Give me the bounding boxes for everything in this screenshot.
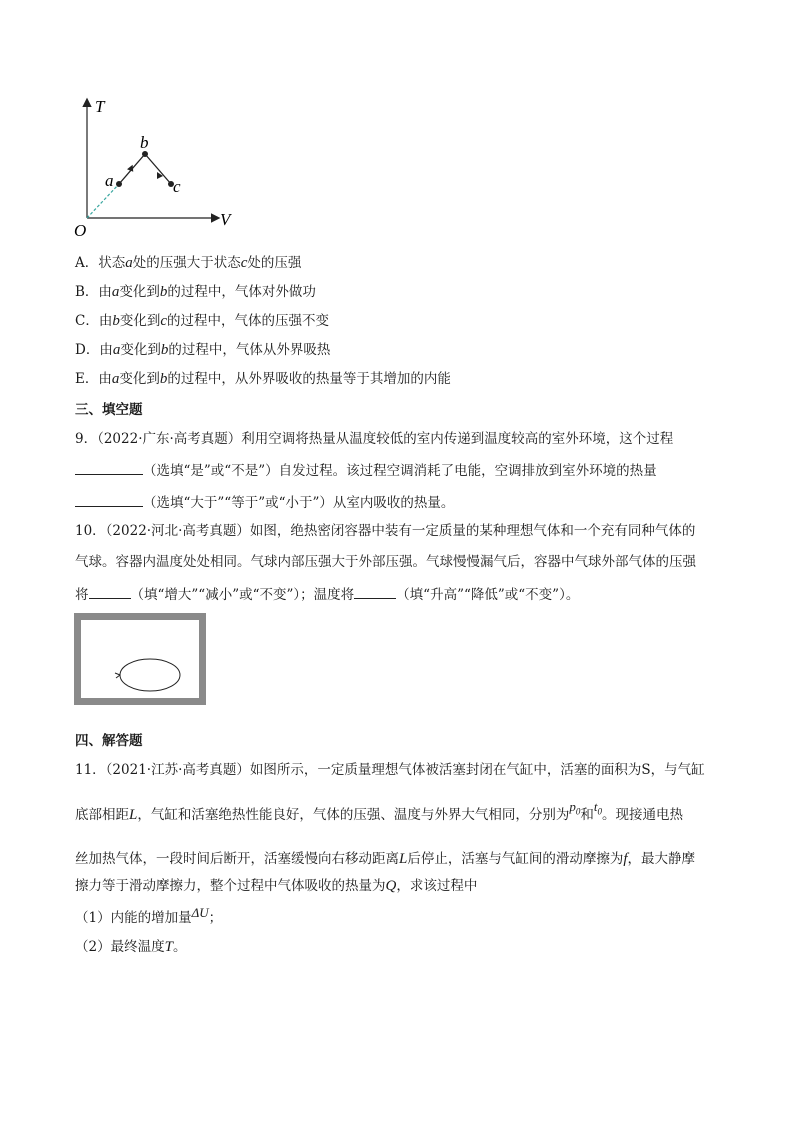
q10-line1: 10．（2022·河北·高考真题）如图，绝热密闭容器中装有一定质量的某种理想气体和一个充有同种气体的 xyxy=(75,523,696,539)
axis-label-v: V xyxy=(220,210,231,229)
q9-blank-2[interactable] xyxy=(75,492,143,507)
option-b: B．由a变化到b的过程中，气体对外做功 xyxy=(75,284,316,300)
q11-line2: 底部相距L，气缸和活塞绝热性能良好，气体的压强、温度与外界大气相同，分别为$p_0$和$t_0$。现接通电热 xyxy=(75,799,683,823)
tv-graph xyxy=(70,92,240,242)
path-bc xyxy=(145,154,171,184)
origin-label: O xyxy=(74,221,87,240)
option-c: C．由b变化到c的过程中，气体的压强不变 xyxy=(75,313,330,329)
q9-blank-1[interactable] xyxy=(75,460,143,475)
section-title-solve: 四、解答题 xyxy=(75,733,143,749)
q11-line1: 11．（2021·江苏·高考真题）如图所示，一定质量理想气体被活塞封闭在气缸中，活塞的面积为S，与气缸 xyxy=(75,762,705,778)
q10-line3: 将 （填“增大”“减小”或“不变”）；温度将 （填“升高”“降低”或“不变”）。 xyxy=(75,584,579,605)
option-a: A．状态a处的压强大于状态c处的压强 xyxy=(75,255,302,271)
q9-line1: 9．（2022·广东·高考真题）利用空调将热量从温度较低的室内传递到温度较高的室外环境，这个过程 xyxy=(75,431,674,447)
option-e: E．由a变化到b的过程中，从外界吸收的热量等于其增加的内能 xyxy=(75,371,451,387)
point-a-dot xyxy=(116,181,122,187)
q11-line3: 丝加热气体，一段时间后断开，活塞缓慢向右移动距离L后停止，活塞与气缸间的滑动摩擦为f，最大静摩 xyxy=(75,851,696,867)
axis-label-t: T xyxy=(95,97,105,116)
symbol-p0: p xyxy=(569,799,576,814)
container-interior xyxy=(81,620,199,698)
q10-line2: 气球。容器内温度处处相同。气球内部压强大于外部压强。气球慢慢漏气后，容器中气球外部气体的压强 xyxy=(75,554,696,570)
point-label-a: a xyxy=(105,171,114,190)
section-title-fill-in: 三、填空题 xyxy=(75,402,143,418)
dashed-line-oa xyxy=(87,184,119,218)
container-figure xyxy=(74,613,206,705)
q11-sub1: （1）内能的增加量ΔU； xyxy=(75,905,223,926)
symbol-delta-u: ΔU xyxy=(191,905,209,920)
symbol-t0: t xyxy=(593,799,598,814)
q11-sub2: （2）最终温度T。 xyxy=(75,939,187,955)
point-label-b: b xyxy=(140,133,149,152)
q11-line4: 擦力等于滑动摩擦力，整个过程中气体吸收的热量为Q，求该过程中 xyxy=(75,878,478,894)
q9-line2: （选填“是”或“不是”）自发过程。该过程空调消耗了电能，空调排放到室外环境的热量 xyxy=(75,460,657,481)
point-label-c: c xyxy=(173,177,181,196)
q10-blank-2[interactable] xyxy=(354,584,396,599)
q9-line3: （选填“大于”“等于”或“小于”）从室内吸收的热量。 xyxy=(75,492,454,513)
q10-blank-1[interactable] xyxy=(89,584,131,599)
option-d: D．由a变化到b的过程中，气体从外界吸热 xyxy=(75,342,331,358)
